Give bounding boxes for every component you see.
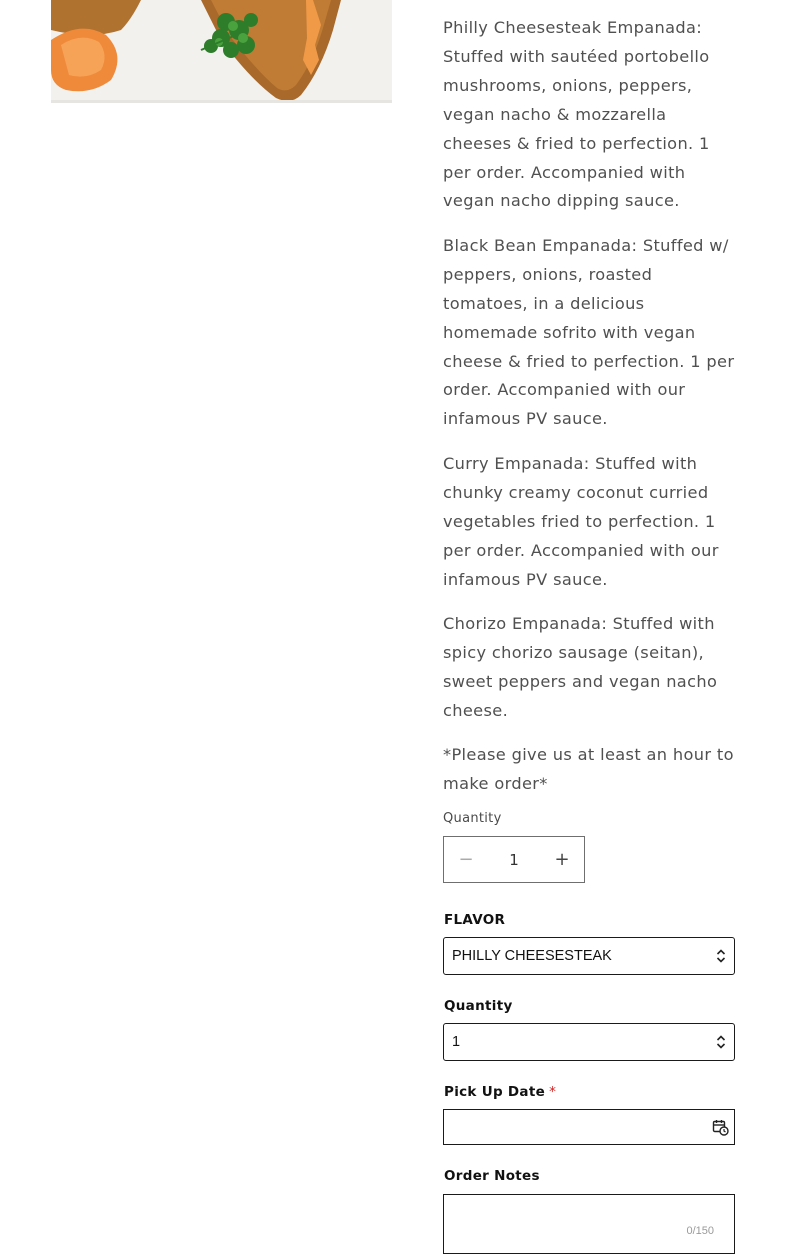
empanada-photo [51,0,392,103]
quantity-input[interactable] [489,851,539,869]
description-chorizo: Chorizo Empanada: Stuffed with spicy chorizo sausage (seitan), sweet peppers and vegan nacho cheese. [443,614,718,720]
pickup-date-field[interactable] [443,1109,735,1145]
required-mark: * [549,1084,557,1100]
option-quantity-select[interactable] [443,1023,735,1061]
option-quantity-selected-value: 1 [452,1034,461,1050]
calendar-clock-icon[interactable] [706,1119,734,1136]
flavor-selected-value: PHILLY CHEESESTEAK [452,948,612,964]
pickup-date-input[interactable] [450,1111,706,1143]
description-philly-cheesesteak: Philly Cheesesteak Empanada: Stuffed with sautéed portobello mushrooms, onions, peppers, vegan nacho & mozzarella cheeses & fried to perfection. 1 per order. Accompanied with vegan nacho dipping sauce. [443,18,710,211]
option-quantity-label: Quantity [444,998,513,1014]
quantity-stepper [443,836,585,883]
quantity-label: Quantity [443,811,502,826]
order-notes-char-count: 0/150 [686,1225,714,1237]
description-curry: Curry Empanada: Stuffed with chunky creamy coconut curried vegetables fried to perfection. 1 per order. Accompanied with our infamous PV sauce. [443,453,719,589]
pickup-date-label [444,1084,556,1100]
flavor-label: FLAVOR [444,912,506,928]
description-black-bean: Black Bean Empanada: Stuffed w/ peppers, onions, roasted tomatoes, in a delicious homemade sofrito with vegan cheese & fried to perfection. 1 per order. Accompanied with our infamous PV sauce. [443,235,735,429]
product-image[interactable] [51,0,392,103]
chevron-up-down-icon [708,948,734,964]
increase-quantity-button[interactable]: + [540,837,584,882]
order-time-notice: *Please give us at least an hour to make order* [443,745,734,794]
order-notes-textarea[interactable] [444,1195,734,1253]
decrease-quantity-button[interactable]: − [444,837,488,882]
pickup-date-label-text: Pick Up Date [444,1084,546,1100]
flavor-select[interactable] [443,937,735,975]
chevron-up-down-icon [708,1034,734,1050]
order-notes-field[interactable] [443,1194,735,1254]
product-description [443,14,739,815]
order-notes-label: Order Notes [444,1168,540,1184]
